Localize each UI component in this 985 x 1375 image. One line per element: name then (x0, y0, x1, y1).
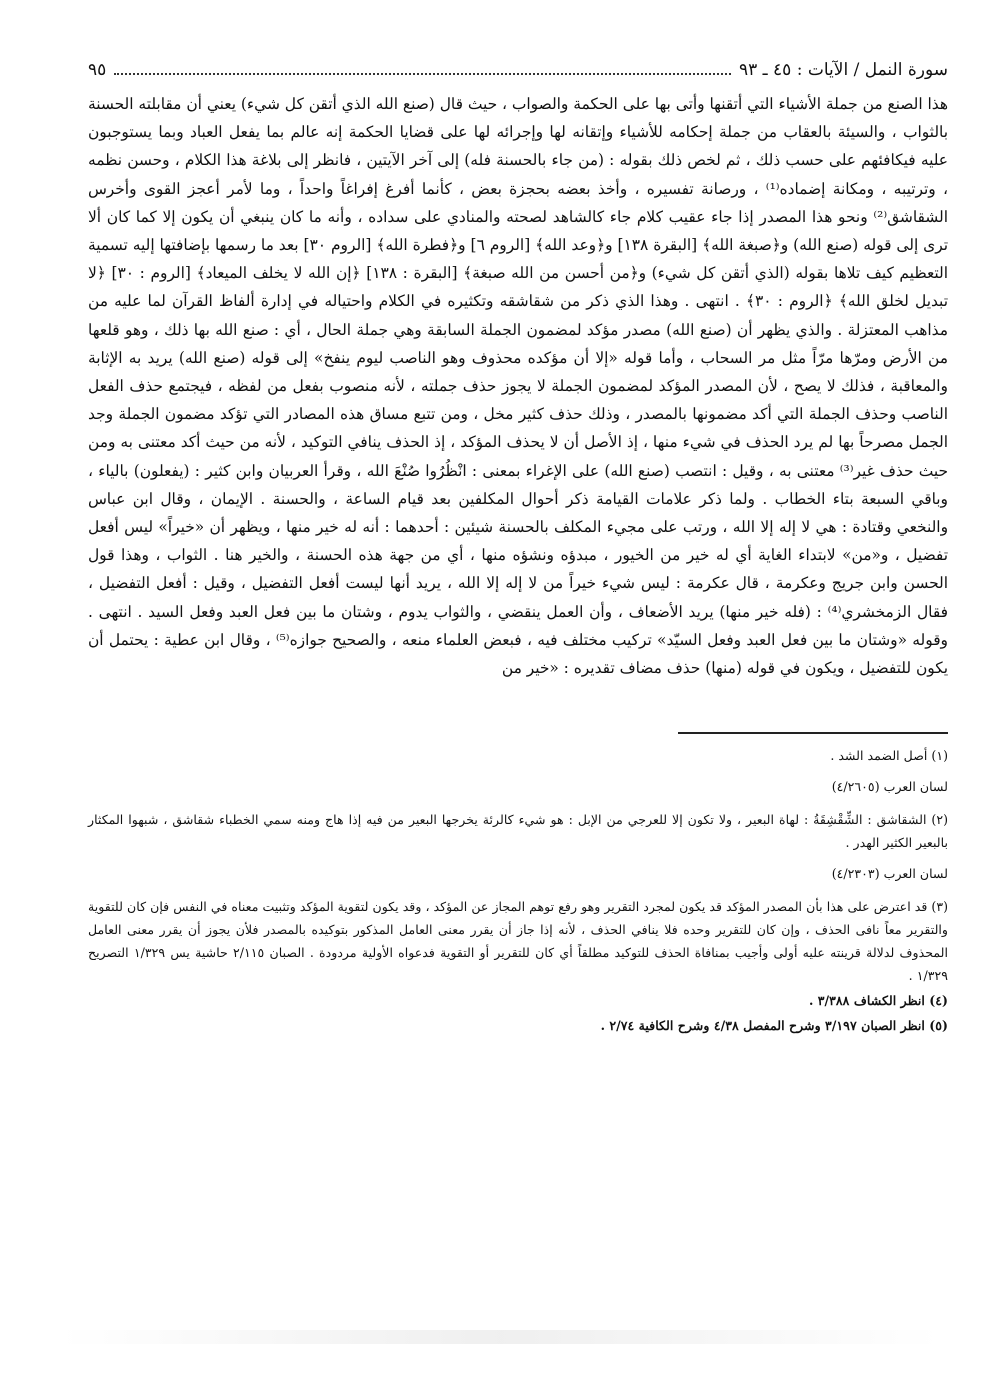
scan-artifact (60, 1330, 940, 1344)
footnote-4 (88, 989, 948, 1012)
footnote-reference: لسان العرب (٤/٢٦٠٥) (831, 779, 948, 795)
footnote-text: (١) أصل الضمد الشد . (830, 748, 948, 764)
footnote-2 (88, 808, 948, 885)
footnote-reference: لسان العرب (٤/٢٣٠٣) (831, 866, 948, 882)
footnotes (88, 744, 948, 1037)
footnote-separator (678, 732, 948, 734)
running-title: سورة النمل / الآيات : ٤٥ ـ ٩٣ (738, 60, 948, 80)
footnote-text: (٢) الشقاشق : الشِّقْشِقَةُ : لهاة البعير ، ولا تكون إلا للعرجي من الإبل : هو شيء كالرئة يخرجها البعير من فيه إذا هاج ومنه سمي الخطباء شقاشق ، شبهوا المكثار بالبعير الكثير الهدر . (88, 812, 948, 851)
running-header (88, 58, 948, 84)
footnote-5 (88, 1014, 948, 1037)
footnote-text: (٤) انظر الكشاف ٣/٣٨٨ . (808, 993, 948, 1009)
page-number: ٩٥ (88, 60, 107, 80)
body-paragraph: هذا الصنع من جملة الأشياء التي أتقنها وأتى بها على الحكمة والصواب ، حيث قال (صنع الله الذي أتقن كل شيء) يعني أن مقابلته الحسنة بالثواب ، والسيئة بالعقاب من جملة إحكامه للأشياء وإتقانه لها وإجرائه لها على قضايا الحكمة إنه عالم بما يفعل العباد وبما يستوجبون عليه فيكافئهم على حسب ذلك ، ثم لخص ذلك بقوله : (من جاء بالحسنة فله) إلى آخر الآيتين ، فانظر إلى بلاغة هذا الكلام ، وحسن نظمه ، وترتيبه ، ومكانة إضماده⁽¹⁾ ، ورصانة تفسيره ، وأخذ بعضه بحجزة بعض ، كأنما أفرغ إفراغاً واحداً ، وما لأمر أعجز القوى وأخرس الشقاشق⁽²⁾ ونحو هذا المصدر إذا جاء عقيب كلام جاء كالشاهد لصحته والمنادي على سداده ، وأنه ما كان ينبغي أن يكون إلا كما كان ألا ترى إلى قوله (صنع الله) و﴿صبغة الله﴾ [البقرة ١٣٨] و﴿وعد الله﴾ [الروم ٦] و﴿فطرة الله﴾ [الروم ٣٠] بعد ما رسمها بإضافتها إليه تسمية التعظيم كيف تلاها بقوله (الذي أتقن كل شيء) و﴿من أحسن من الله صبغة﴾ [البقرة : ١٣٨] ﴿إن الله لا يخلف الميعاد﴾ [الروم : ٣٠] ﴿لا تبديل لخلق الله﴾ ﴿الروم : ٣٠﴾ . انتهى . وهذا الذي ذكر من شقاشقه وتكثيره في الكلام واحتياله في إدارة ألفاظ القرآن لما عليه من مذاهب المعتزلة . والذي يظهر أن (صنع الله) مصدر مؤكد لمضمون الجملة السابقة وهي جملة الحال ، أي : صنع الله بها ذلك ، وهو قلعها من الأرض ومرّها مرّاً مثل مر السحاب ، وأما قوله «إلا أن مؤكده محذوف وهو الناصب ليوم ينفخ» إلى قوله (صنع الله) يريد به الإثابة والمعاقبة ، فذلك لا يصح ، لأن المصدر المؤكد لمضمون الجملة لا يجوز حذف جملته ، لأنه منصوب بفعل من لفظه ، فيجتمع حذف الفعل الناصب وحذف الجملة التي أكد مضمونها بالمصدر ، وذلك حذف كثير مخل ، ومن تتبع مساق هذه المصادر التي تؤكد مضمون الجملة وجد الجمل مصرحاً بها لم يرد الحذف في شيء منها ، إذ الأصل أن لا يحذف المؤكد ، إذ الحذف ينافي التوكيد ، لأنه من حيث أكد معتنى به ومن حيث حذف غير⁽³⁾ معتنى به ، وقيل : انتصب (صنع الله) على الإغراء بمعنى : انْظُرُوا صُنْعَ الله ، وقرأ العربيان وابن كثير : (يفعلون) بالياء ، وباقي السبعة بتاء الخطاب . ولما ذكر علامات القيامة ذكر أحوال المكلفين بعد قيام الساعة ، والحسنة . الإيمان ، وقال ابن عباس والنخعي وقتادة : هي لا إله إلا الله ، ورتب على مجيء المكلف بالحسنة شيئين : أحدهما : أنه له خير منها ، ويظهر أن «خيراً» ليس أفعل تفضيل ، و«من» لابتداء الغاية أي له خير من الخيور ، مبدؤه ونشؤه منها ، أي من جهة هذه الحسنة ، والخير هنا . الثواب ، وهذا قول الحسن وابن جريج وعكرمة ، قال عكرمة : ليس شيء خيراً من لا إله إلا الله ، يريد أنها ليست أفعل التفضيل ، وقيل : أفعل التفضيل ، فقال الزمخشري⁽⁴⁾ : (فله خير منها) يريد الأضعاف ، وأن العمل ينقضي ، والثواب يدوم ، وشتان ما بين فعل العبد وفعل السيد . انتهى . وقوله «وشتان ما بين فعل العبد وفعل السيّد» تركيب مختلف فيه ، فبعض العلماء منعه ، والصحيح جوازه⁽⁵⁾ ، وقال ابن عطية : يحتمل أن يكون للتفضيل ، ويكون في قوله (منها) حذف مضاف تقديره : «خير من (88, 95, 949, 678)
footnote-3 (88, 895, 948, 987)
footnote-text: (٣) قد اعترض على هذا بأن المصدر المؤكد قد يكون لمجرد التقرير وهو رفع توهم المجاز عن المؤكد ، وقد يكون لتقوية المؤكد وتثبيت معناه في النفس فإن كان للتقوية والتقرير معاً نافى الحذف ، وإن كان للتقرير وحده فلا ينافي الحذف ، لأنه إذا جاز أن يقرر معنى العامل المذكور بتوكيده بالمصدر فلأن يجوز أن يقرر معنى العامل المحذوف لدلالة قرينته عليه أولى وأجيب بمنافاة الحذف للتوكيد مطلقاً أي كان للتقرير أو التقوية فدعواه الأولية مردودة . الصبان ٢/١١٥ حاشية يس ١/٣٢٩ التصريح ١/٣٢٩ . (88, 899, 948, 984)
footnote-text: (٥) انظر الصبان ٣/١٩٧ وشرح المفصل ٤/٣٨ وشرح الكافية ٢/٧٤ . (600, 1018, 948, 1034)
page (88, 58, 948, 1039)
dot-leader (114, 59, 731, 75)
footnote-1 (88, 744, 948, 798)
main-text (88, 90, 948, 682)
